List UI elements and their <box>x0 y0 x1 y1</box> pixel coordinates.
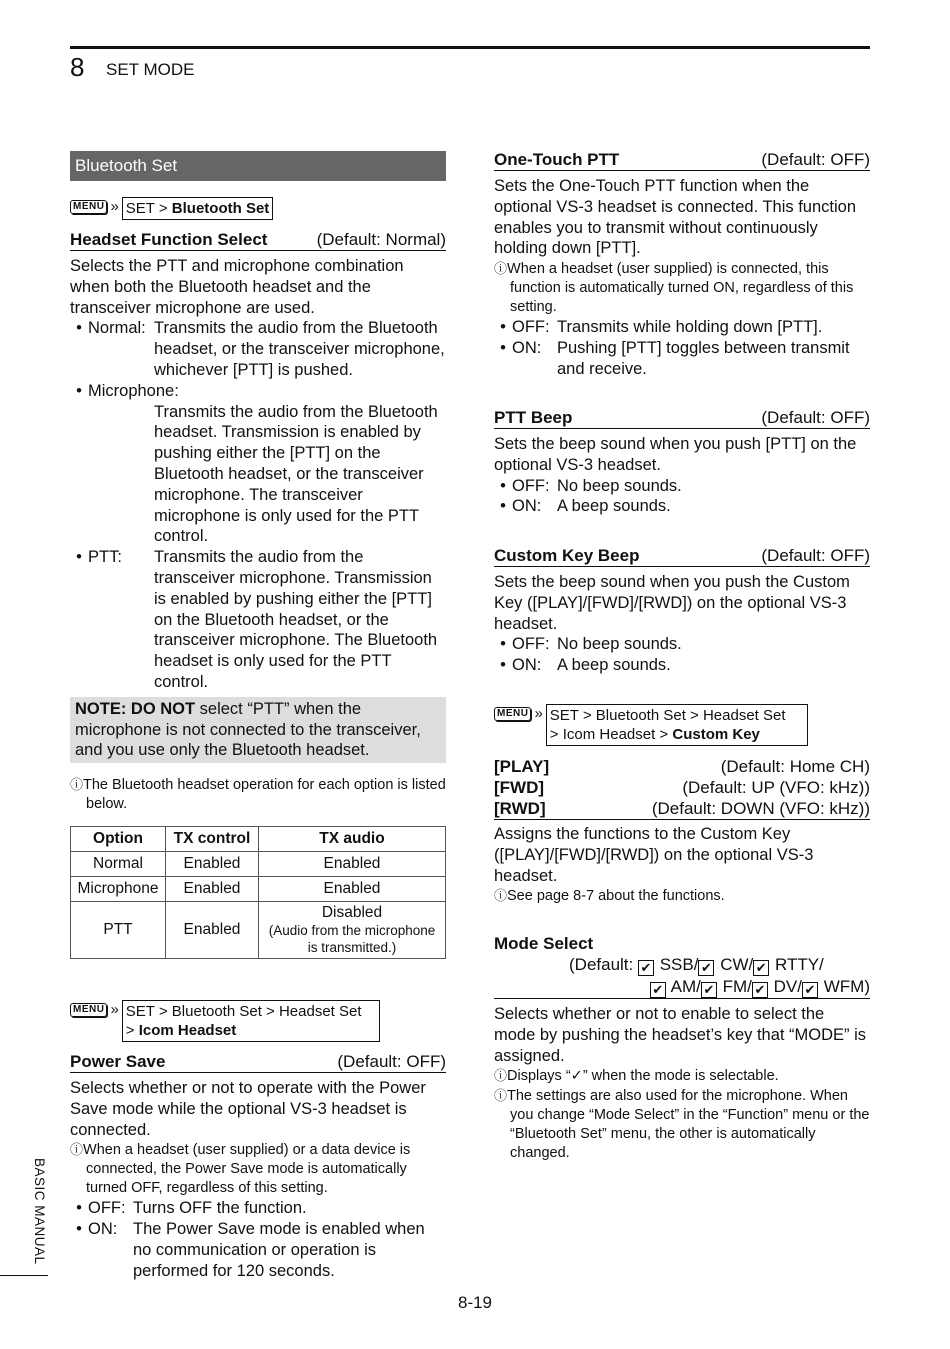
chapter-title: SET MODE <box>106 60 195 79</box>
list-item: • Microphone: <box>76 381 179 400</box>
table-row: PTT Enabled Disabled (Audio from the microphone is transmitted.) <box>71 902 446 959</box>
info-note: ⓘWhen a headset (user supplied) or a data device is connected, the Power Save mode is automatically turned OFF, regardless of this setting. <box>70 1142 411 1197</box>
path-arrow: » <box>110 1001 119 1019</box>
menu-key-icon: MENU <box>494 707 531 721</box>
table-header: TX control <box>166 827 259 852</box>
side-rule <box>0 1275 48 1276</box>
list-item: • OFF: No beep sounds. <box>500 476 682 495</box>
info-icon: ⓘ <box>70 777 84 793</box>
note-box: NOTE: DO NOT select “PTT” when the microphone is not connected to the transceiver, and you use only the Bluetooth headset. <box>70 697 446 763</box>
info-icon: ⓘ <box>494 1088 508 1104</box>
custom-key-row: [FWD] (Default: UP (VFO: kHz)) <box>494 778 870 797</box>
menu-path-3 <box>494 704 808 746</box>
info-icon: ⓘ <box>70 1142 84 1158</box>
list-item: • OFF: Turns OFF the function. <box>76 1199 307 1218</box>
setting-heading <box>494 150 870 171</box>
table-header: Option <box>71 827 166 852</box>
path-arrow: » <box>110 198 119 216</box>
info-note: ⓘWhen a headset (user supplied) is connected, this function is automatically turned ON, regardless of this setting. <box>494 261 854 316</box>
power-save-section <box>70 1052 446 1282</box>
setting-description: Assigns the functions to the Custom Key ([PLAY]/[FWD]/[RWD]) on the optional VS-3 headset. <box>494 825 814 885</box>
list-item: • Normal: Transmits the audio from the Bluetooth headset, or the transceiver microphone, whichever [PTT] is pushed. <box>76 319 445 379</box>
setting-description: Sets the One-Touch PTT function when the optional VS-3 headset is connected. This function enables you to transmit without continuously holding down [PTT]. <box>494 177 857 258</box>
list-item: • OFF: No beep sounds. <box>500 635 682 654</box>
info-note: ⓘThe Bluetooth headset operation for each option is listed below. <box>70 777 446 813</box>
menu-key-icon: MENU <box>70 1003 107 1017</box>
page-number: 8-19 <box>457 1293 493 1312</box>
mode-select-section <box>494 934 870 1163</box>
list-item-desc: Transmits the audio from the Bluetooth headset. Transmission is enabled by pushing either the [PTT] on the Bluetooth headset, or the transceiver microphone. The transceiver microphone is only used for the PTT control. <box>154 402 438 546</box>
mode-default-line-2: ✔ AM/ ✔ FM/ ✔ DV/ ✔ WFM) <box>494 976 870 999</box>
setting-default: (Default: Normal) <box>316 230 446 249</box>
setting-title: Custom Key Beep <box>494 546 640 565</box>
info-note: ⓘSee page 8-7 about the functions. <box>494 888 725 905</box>
setting-heading <box>494 546 870 567</box>
table-header: TX audio <box>259 827 446 852</box>
path-box: SET > Bluetooth Set <box>122 197 274 220</box>
list-item: • ON: A beep sounds. <box>500 497 671 516</box>
list-item: • ON: Pushing [PTT] toggles between transmit and receive. <box>500 338 850 378</box>
option-table <box>70 826 446 959</box>
setting-default: (Default: OFF) <box>337 1052 446 1071</box>
setting-title: Mode Select <box>494 934 594 953</box>
list-item: • ON: A beep sounds. <box>500 656 671 675</box>
info-note: ⓘDisplays “✓” when the mode is selectable. <box>494 1068 779 1085</box>
setting-description: Sets the beep sound when you push the Custom Key ([PLAY]/[FWD]/[RWD]) on the optional VS-3 headset. <box>494 573 850 633</box>
setting-default: (Default: OFF) <box>761 408 870 427</box>
setting-heading <box>494 408 870 429</box>
path-box: SET > Bluetooth Set > Headset Set > Icom Headset <box>122 1000 380 1042</box>
checkbox-checked-icon: ✔ <box>802 982 818 998</box>
custom-key-section <box>494 756 870 906</box>
path-arrow: » <box>534 705 543 723</box>
info-icon: ⓘ <box>494 261 508 277</box>
list-item: • OFF: Transmits while holding down [PTT]. <box>500 318 823 337</box>
checkbox-checked-icon: ✔ <box>650 982 666 998</box>
setting-description: Selects whether or not to enable to select the mode by pushing the headset’s key that “MODE” is assigned. <box>494 1005 867 1065</box>
checkbox-checked-icon: ✔ <box>753 960 769 976</box>
info-icon: ⓘ <box>494 888 508 904</box>
setting-description: Sets the beep sound when you push [PTT] on the optional VS-3 headset. <box>494 435 857 474</box>
setting-description: Selects the PTT and microphone combination when both the Bluetooth headset and the transceiver microphone are used. <box>70 257 404 317</box>
checkbox-checked-icon: ✔ <box>752 982 768 998</box>
path-box: SET > Bluetooth Set > Headset Set > Icom Headset > Custom Key <box>546 704 808 746</box>
side-label: BASIC MANUAL <box>32 1158 47 1265</box>
setting-title: Headset Function Select <box>70 230 268 249</box>
setting-description: Selects whether or not to operate with the Power Save mode while the optional VS-3 headset is connected. <box>70 1079 426 1139</box>
setting-heading <box>70 1052 446 1073</box>
setting-title: PTT Beep <box>494 408 573 427</box>
info-icon: ⓘ <box>494 1068 508 1084</box>
setting-title: Power Save <box>70 1052 166 1071</box>
setting-default: (Default: OFF) <box>761 546 870 565</box>
table-row: Normal Enabled Enabled <box>71 852 446 877</box>
one-touch-ptt-section <box>494 150 870 380</box>
section-banner: Bluetooth Set <box>70 151 446 181</box>
setting-heading <box>70 230 446 251</box>
table-row: Microphone Enabled Enabled <box>71 877 446 902</box>
custom-key-row: [PLAY] (Default: Home CH) <box>494 757 870 776</box>
headset-function-section <box>70 230 446 814</box>
setting-title: One-Touch PTT <box>494 150 620 169</box>
ptt-beep-section <box>494 408 870 517</box>
checkbox-checked-icon: ✔ <box>701 982 717 998</box>
menu-path-2 <box>70 1000 380 1042</box>
option-table-wrap <box>70 826 446 959</box>
checkbox-checked-icon: ✔ <box>698 960 714 976</box>
checkbox-checked-icon: ✔ <box>638 960 654 976</box>
menu-key-icon: MENU <box>70 200 107 214</box>
setting-default: (Default: OFF) <box>761 150 870 169</box>
chapter-number: 8 <box>70 52 85 82</box>
list-item: • PTT: Transmits the audio from the transceiver microphone. Transmission is enabled by pushing either the [PTT] on the Bluetooth headset, or the transceiver microphone. The Bluetooth headset is only used for the PTT control. <box>76 548 438 691</box>
custom-key-row: [RWD] (Default: DOWN (VFO: kHz)) <box>494 799 870 818</box>
list-item: • ON: The Power Save mode is enabled when no communication or operation is performed for 120 seconds. <box>76 1220 425 1280</box>
menu-path-1 <box>70 197 273 220</box>
info-note: ⓘThe settings are also used for the microphone. When you change “Mode Select” in the “Function” menu or the “Bluetooth Set” menu, the other is automatically changed. <box>494 1088 870 1162</box>
mode-default-line-1: (Default: ✔ SSB/ ✔ CW/ ✔ RTTY/ <box>569 955 824 975</box>
header-rule <box>70 46 870 49</box>
custom-key-beep-section <box>494 546 870 676</box>
